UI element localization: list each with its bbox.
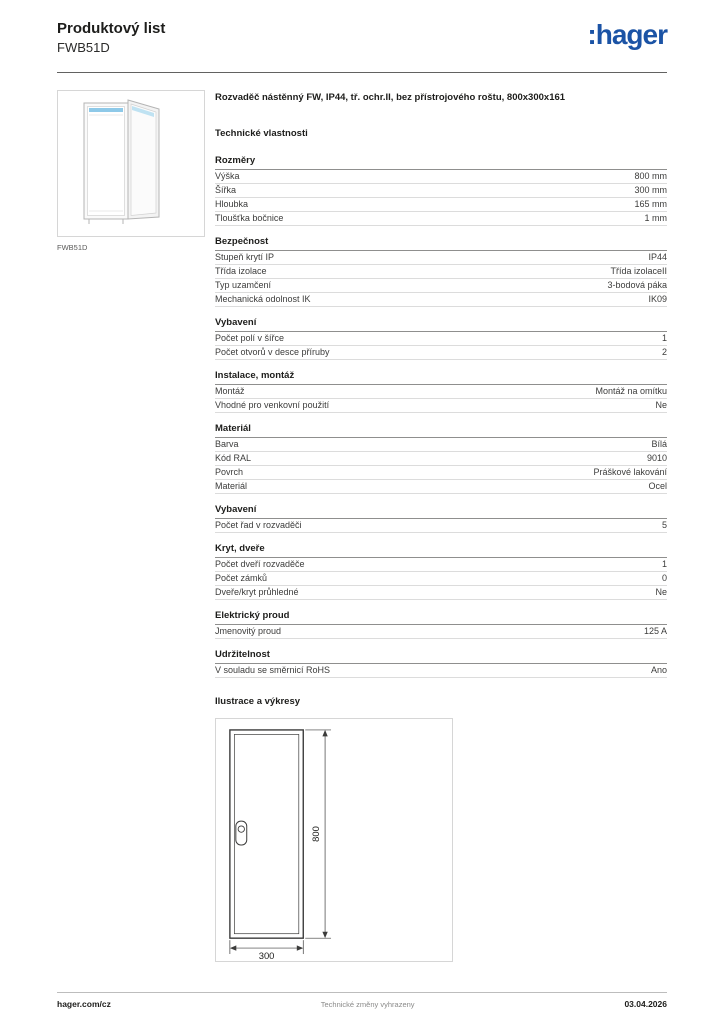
spec-value: Práškové lakování	[593, 467, 667, 477]
section-heading: Instalace, montáž	[215, 371, 667, 385]
spec-value: 165 mm	[634, 199, 667, 209]
spec-row	[215, 332, 667, 346]
spec-row	[215, 438, 667, 452]
spec-label: Mechanická odolnost IK	[215, 294, 311, 304]
spec-label: Typ uzamčení	[215, 280, 272, 290]
spec-value: 9010	[646, 453, 667, 463]
hager-logo: :hager	[587, 19, 667, 50]
doc-type-title: Produktový list	[57, 20, 166, 37]
spec-label: Počet dveří rozvaděče	[215, 559, 305, 569]
spec-row	[215, 399, 667, 413]
spec-label: Výška	[215, 171, 240, 181]
footer-disclaimer: Technické změny vyhrazeny	[320, 1000, 415, 1009]
section-heading: Materiál	[215, 424, 667, 438]
spec-section	[215, 650, 667, 678]
section-heading: Vybavení	[215, 505, 667, 519]
tech-properties-heading: Technické vlastnosti	[215, 128, 308, 139]
spec-section	[215, 424, 667, 494]
section-heading: Bezpečnost	[215, 237, 667, 251]
dimension-drawing	[216, 719, 452, 961]
spec-value: 1 mm	[644, 213, 667, 223]
spec-row	[215, 452, 667, 466]
enclosure-photo-illustration	[58, 91, 204, 236]
spec-row	[215, 586, 667, 600]
spec-value: 5	[661, 520, 667, 530]
spec-value: 125 A	[643, 626, 667, 636]
spec-row	[215, 212, 667, 226]
spec-label: Třída izolace	[215, 266, 267, 276]
product-image-caption: FWB51D	[57, 243, 88, 252]
spec-label: Montáž	[215, 386, 245, 396]
spec-label: Hloubka	[215, 199, 249, 209]
section-heading: Vybavení	[215, 318, 667, 332]
spec-label: Dveře/kryt průhledné	[215, 587, 299, 597]
spec-row	[215, 293, 667, 307]
spec-row	[215, 664, 667, 678]
spec-value: IK09	[648, 294, 667, 304]
spec-row	[215, 170, 667, 184]
spec-row	[215, 480, 667, 494]
spec-row	[215, 625, 667, 639]
spec-value: 2	[661, 347, 667, 357]
spec-row	[215, 279, 667, 293]
spec-value: Ano	[650, 665, 667, 675]
header-product-code: FWB51D	[57, 40, 110, 55]
section-heading: Udržitelnost	[215, 650, 667, 664]
spec-value: Třída izolaceII	[610, 266, 667, 276]
spec-label: Povrch	[215, 467, 244, 477]
spec-label: Barva	[215, 439, 239, 449]
spec-value: IP44	[648, 252, 667, 262]
main-content	[215, 92, 667, 962]
spec-section	[215, 318, 667, 360]
spec-row	[215, 558, 667, 572]
spec-row	[215, 466, 667, 480]
illustrations-heading: Ilustrace a výkresy	[215, 696, 301, 707]
spec-label: Vhodné pro venkovní použití	[215, 400, 330, 410]
spec-label: Kód RAL	[215, 453, 252, 463]
width-dimension-label: 300	[258, 949, 275, 961]
spec-label: Počet řad v rozvaděči	[215, 520, 302, 530]
spec-value: Ne	[655, 400, 667, 410]
spec-row	[215, 346, 667, 360]
section-heading: Kryt, dveře	[215, 544, 667, 558]
spec-section	[215, 611, 667, 639]
spec-value: 1	[661, 333, 667, 343]
page-footer	[57, 992, 667, 1009]
lock-handle-icon	[236, 821, 247, 845]
header-divider	[57, 72, 667, 73]
spec-label: Jmenovitý proud	[215, 626, 282, 636]
spec-section	[215, 156, 667, 226]
spec-label: V souladu se směrnicí RoHS	[215, 665, 331, 675]
spec-row	[215, 251, 667, 265]
spec-section	[215, 505, 667, 533]
technical-drawing	[215, 718, 453, 962]
footer-url-link[interactable]: hager.com/cz	[57, 999, 111, 1009]
spec-label: Tloušťka bočnice	[215, 213, 284, 223]
spec-value: 3-bodová páka	[607, 280, 667, 290]
spec-value: 300 mm	[634, 185, 667, 195]
spec-label: Počet otvorů v desce příruby	[215, 347, 330, 357]
spec-sections	[215, 156, 667, 678]
spec-row	[215, 184, 667, 198]
spec-row	[215, 265, 667, 279]
spec-section	[215, 544, 667, 600]
spec-value: Montáž na omítku	[595, 386, 667, 396]
product-title: Rozvaděč nástěnný FW, IP44, tř. ochr.II, bez přístrojového roštu, 800x300x161	[215, 92, 566, 103]
footer-date: 03.04.2026	[624, 999, 667, 1009]
spec-value: Bílá	[651, 439, 667, 449]
section-heading: Rozměry	[215, 156, 667, 170]
spec-value: Ne	[655, 587, 667, 597]
spec-row	[215, 198, 667, 212]
spec-value: 0	[661, 573, 667, 583]
spec-label: Počet zámků	[215, 573, 268, 583]
spec-section	[215, 371, 667, 413]
spec-label: Stupeň krytí IP	[215, 252, 275, 262]
spec-label: Počet polí v šířce	[215, 333, 285, 343]
spec-section	[215, 237, 667, 307]
spec-value: 1	[661, 559, 667, 569]
section-heading: Elektrický proud	[215, 611, 667, 625]
product-image	[57, 90, 205, 237]
spec-row	[215, 385, 667, 399]
spec-label: Materiál	[215, 481, 248, 491]
height-dimension-label: 800	[310, 826, 322, 842]
spec-label: Šířka	[215, 185, 237, 195]
spec-value: Ocel	[648, 481, 667, 491]
spec-value: 800 mm	[634, 171, 667, 181]
spec-row	[215, 572, 667, 586]
spec-row	[215, 519, 667, 533]
